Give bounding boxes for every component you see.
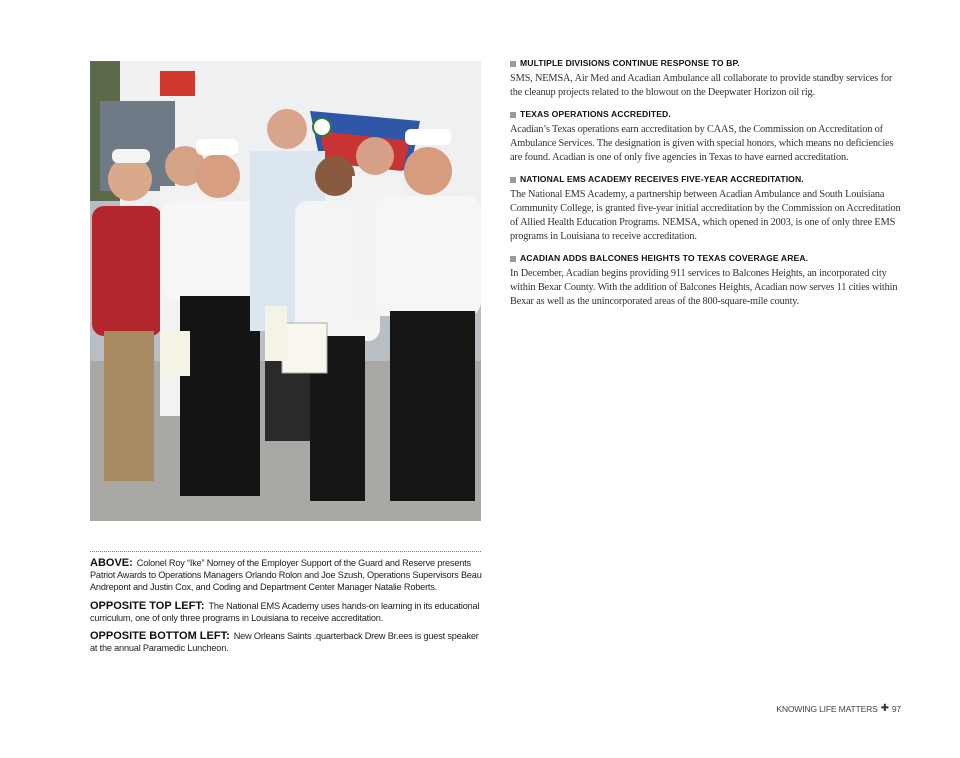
caption-text: New Orleans Saints .quarterback Drew Br.ees is guest speaker at the annual Paramedic Luncheon. bbox=[90, 631, 479, 654]
square-bullet-icon bbox=[510, 61, 516, 67]
caption-lead: OPPOSITE BOTTOM LEFT: bbox=[90, 630, 230, 643]
article-heading bbox=[510, 174, 902, 185]
article-body: SMS, NEMSA, Air Med and Acadian Ambulance all collaborate to provide standby services for the cleanup projects related to the blowout on the Deepwater Horizon oil rig. bbox=[510, 73, 893, 98]
article-bp-response bbox=[510, 58, 902, 100]
article-texas-accredited bbox=[510, 109, 902, 165]
caption-lead: ABOVE: bbox=[90, 557, 133, 569]
article-heading-text: TEXAS OPERATIONS ACCREDITED. bbox=[520, 109, 671, 119]
group-photo bbox=[90, 61, 481, 521]
page-footer bbox=[776, 703, 901, 714]
article-heading-text: NATIONAL EMS ACADEMY RECEIVES FIVE-YEAR ACCREDITATION. bbox=[520, 174, 804, 184]
caption-text: Colonel Roy “Ike” Nomey of the Employer Support of the Guard and Reserve presents Patriot Awards to Operations Managers Orlando Rolon and Joe Szush, Operations Supervisors Beau Andrepont and Justin Cox, and Coding and Department Center Manager Natalie Roberts. bbox=[90, 558, 482, 593]
caption-above bbox=[90, 557, 485, 594]
article-ems-academy bbox=[510, 174, 902, 244]
square-bullet-icon bbox=[510, 177, 516, 183]
square-bullet-icon bbox=[510, 256, 516, 262]
article-body: In December, Acadian begins providing 911 services to Balcones Heights, an incorporated city within Bexar County. With the addition of Balcones Heights, Acadian now serves 11 cities within Bexar as well as the unincorporated areas of the 800-square-mile county. bbox=[510, 268, 898, 307]
caption-opposite-bottom-left bbox=[90, 630, 485, 654]
caption-divider bbox=[90, 551, 481, 552]
article-heading bbox=[510, 253, 902, 264]
article-body: Acadian’s Texas operations earn accreditation by CAAS, the Commission on Accreditation of Ambulance Services. The designation is given with special honors, which means no deficiencies are found. Acadian is one of only five agencies in Texas to have earned accreditation. bbox=[510, 124, 894, 163]
caption-opposite-top-left bbox=[90, 600, 485, 624]
article-balcones-heights bbox=[510, 253, 902, 309]
article-heading-text: ACADIAN ADDS BALCONES HEIGHTS TO TEXAS COVERAGE AREA. bbox=[520, 253, 809, 263]
square-bullet-icon bbox=[510, 112, 516, 118]
article-body: The National EMS Academy, a partnership between Acadian Ambulance and South Louisiana Community College, is granted five-year initial accreditation by the Commission on Accreditation of Allied Health Education Programs. NEMSA, which opened in 2003, is one of only three EMS programs in Louisiana to receive accreditation. bbox=[510, 189, 901, 242]
photo-captions bbox=[90, 557, 485, 660]
cross-icon: ✚ bbox=[880, 703, 889, 714]
group-photo-illustration bbox=[90, 61, 481, 521]
page-number: 97 bbox=[891, 703, 901, 714]
caption-lead: OPPOSITE TOP LEFT: bbox=[90, 599, 205, 612]
news-column bbox=[510, 58, 902, 318]
caption-text: The National EMS Academy uses hands-on learning in its educational curriculum, one of only three programs in Louisiana to receive accreditation. bbox=[90, 600, 480, 623]
article-heading bbox=[510, 58, 902, 69]
footer-tagline: KNOWING LIFE MATTERS bbox=[776, 703, 878, 714]
article-heading-text: MULTIPLE DIVISIONS CONTINUE RESPONSE TO BP. bbox=[520, 58, 740, 68]
article-heading bbox=[510, 109, 902, 120]
